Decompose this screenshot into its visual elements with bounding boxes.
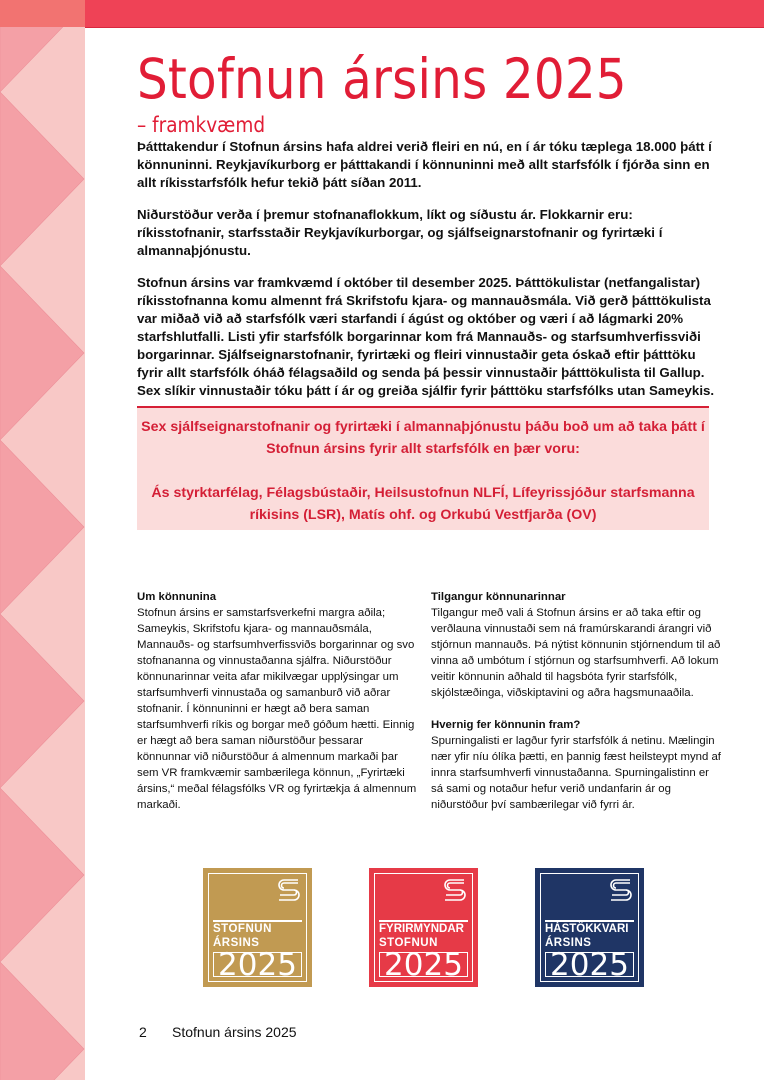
intro-paragraph: Stofnun ársins var framkvæmd í október til desember 2025. Þátttökulistar (netfangalistar) ríkisstofnanna komu almennt frá Skrifstofu kjara- og mannauðsmála. Við gerð þátttökulista var miðað við að starfsfólk væri starfandi í ágúst og október og væri í að lágmarki 20% starfshlutfalli. Listi yfir starfsfólk borgarinnar kom frá Mannauðs- og starfsumhverfissviði borgarinnar. Sjálfseignarstofnanir, fyrirtæki og fleiri vinnustaðir geta óskað eftir þátttöku fyrir allt starfsfólk óháð félagsaðild og senda þá þessir vinnustaðir þátttökulista til Gallup. Sex slíkir vinnustaðir tóku þátt í ár og greiða sjálfir fyrir þátttöku starfsfólks utan Sameykis. (137, 275, 715, 398)
decorative-zigzag-strip (0, 27, 85, 1080)
badge-hastokkvari-arsins (535, 868, 644, 987)
badge-fyrirmyndar-stofnun (369, 868, 478, 987)
sameyki-logo-icon (440, 874, 470, 904)
footer-title: Stofnun ársins 2025 (172, 1024, 297, 1040)
badge-line2: ÁRSINS (213, 937, 260, 949)
badge-year: 2025 (545, 952, 634, 977)
purpose-body: Tilgangur með vali á Stofnun ársins er að taka eftir og verðlauna vinnustaði sem ná framúrskarandi árangri við stjórnun mannauðs. Þá nýtist könnunin stjórnendum til að vinna að umbótum í stjórnun og starfsumhverfi. Að lokum veitir könnunin aðhald til hagsbóta fyrir starfsfólk, skjólstæðinga, viðskiptavini og aðra hagsmunaaðila. (431, 607, 721, 699)
zigzag-pattern (0, 27, 85, 1080)
badge-line1: FYRIRMYNDAR (379, 923, 464, 935)
about-survey-heading: Um könnunina (137, 591, 217, 603)
participants-callout (137, 406, 709, 530)
badge-year: 2025 (379, 952, 468, 977)
callout-intro: Sex sjálfseignarstofnanir og fyrirtæki í almannaþjónustu þáðu boð um að taka þátt í Stofnun ársins fyrir allt starfsfólk en þær voru: (141, 419, 705, 457)
badge-line1: HÁSTÖKKVARI (545, 923, 629, 935)
badge-year: 2025 (213, 952, 302, 977)
sameyki-logo-icon (606, 874, 636, 904)
header-bar (85, 0, 764, 28)
page-number: 2 (139, 1024, 147, 1040)
badge-stofnun-arsins (203, 868, 312, 987)
about-survey-column (137, 589, 417, 829)
purpose-heading: Tilgangur könnunarinnar (431, 591, 566, 603)
badge-line2: STOFNUN (379, 937, 438, 949)
callout-list: Ás styrktarfélag, Félagsbústaðir, Heilsustofnun NLFÍ, Lífeyrissjóður starfsmanna ríkisins (LSR), Matís ohf. og Orkubú Vestfjarða (OV) (151, 485, 695, 523)
sameyki-logo-icon (274, 874, 304, 904)
page-title: Stofnun ársins 2025 (137, 47, 627, 111)
badge-line1: STOFNUN (213, 923, 272, 935)
intro-paragraph: Niðurstöður verða í þremur stofnanaflokkum, líkt og síðustu ár. Flokkarnir eru: ríkisstofnanir, starfsstaðir Reykjavíkurborgar, og sjálfseignarstofnanir og fyrirtæki í almannaþjónustu. (137, 207, 663, 258)
badge-line2: ÁRSINS (545, 937, 592, 949)
how-it-works-body: Spurningalisti er lagður fyrir starfsfólk á netinu. Mælingin nær yfir níu ólíka þætti, en þannig fæst heilsteypt mynd af innra starfsumhverfi vinnustaðanna. Spurningalistinn er sá sami og notaður hefur verið undanfarin ár og niðurstöður því sambærilegar við fyrri ár. (431, 735, 721, 811)
page-subtitle: – framkvæmd (137, 113, 266, 137)
intro-paragraph: Þátttakendur í Stofnun ársins hafa aldrei verið fleiri en nú, en í ár tóku tæplega 18.000 þátt í könnuninni. Reykjavíkurborg er þátttakandi í könnuninni með allt starfsfólk í fjórða sinn en allt ríkisstarfsfólk hefur tekið þátt síðan 2011. (137, 139, 712, 190)
intro-section (137, 138, 717, 414)
how-it-works-heading: Hvernig fer könnunin fram? (431, 719, 581, 731)
header-bar-corner (0, 0, 85, 27)
purpose-column (431, 589, 721, 829)
about-survey-body: Stofnun ársins er samstarfsverkefni margra aðila; Sameykis, Skrifstofu kjara- og mannauðsmála, Mannauðs- og starfsumhverfissviðs borgarinnar og svo stofnananna og vinnustaðanna sjálfra. Niðurstöður könnunarinnar veita afar mikilvægar upplýsingar um starfsumhverfi vinnustaða og samanburð við aðrar stofnanir. Í könnuninni er hægt að bera saman starfsumhverfi ríkis og borgar með góðum hætti. Einnig er hægt að bera saman niðurstöður þessarar könnunnar við niðurstöður á almennum markaði þar sem VR framkvæmir sambærilega könnun, „Fyrirtæki ársins,“ meðal félagsfólks VR og fyrirtækja á almennum markaði. (137, 607, 417, 811)
